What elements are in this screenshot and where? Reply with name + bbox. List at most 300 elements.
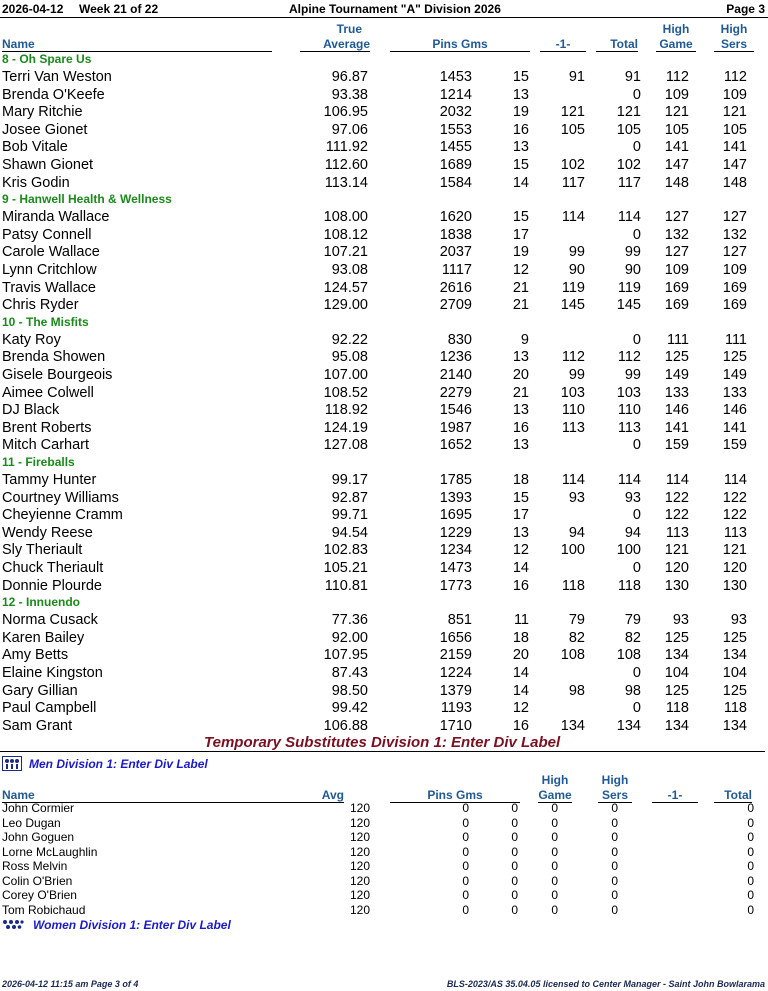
player-row	[0, 244, 768, 262]
player-total: 102	[616, 157, 641, 173]
player-hg: 134	[664, 717, 689, 734]
player-g1: 90	[568, 262, 585, 278]
player-name: DJ Black	[2, 402, 60, 419]
player-name: Brenda O'Keefe	[2, 86, 105, 103]
player-total: 110	[617, 402, 641, 419]
player-hg: 114	[665, 472, 689, 488]
sub-row	[0, 874, 768, 888]
player-g1: 110	[561, 402, 585, 419]
player-total: 94	[624, 524, 641, 541]
player-avg: 118.92	[324, 402, 368, 419]
player-hs: 104	[722, 665, 747, 681]
player-total: 0	[632, 560, 641, 576]
player-hs: 93	[730, 612, 747, 629]
player-total: 98	[624, 682, 641, 699]
sub-name: Ross Melvin	[2, 859, 68, 873]
sub-name: Corey O'Brien	[2, 888, 77, 902]
player-hg: 148	[664, 174, 689, 191]
player-avg: 106.88	[323, 717, 368, 734]
sub-avg: 120	[349, 859, 370, 873]
player-gms: 15	[512, 489, 529, 506]
player-g1: 145	[560, 297, 585, 314]
player-row	[0, 332, 768, 350]
player-hs: 125	[722, 629, 747, 646]
player-row	[0, 122, 768, 140]
player-avg: 92.22	[331, 331, 368, 348]
report-week: Week 21 of 22	[79, 2, 159, 16]
player-avg: 77.36	[331, 612, 368, 629]
sub-hs: 0	[611, 801, 618, 815]
player-row	[0, 385, 768, 403]
player-pins: 1553	[439, 121, 472, 138]
player-name: Lynn Critchlow	[2, 262, 97, 278]
player-pins: 1689	[439, 157, 472, 173]
sub-pins: 0	[462, 859, 469, 873]
player-hg: 133	[664, 384, 689, 401]
women-division-label: Women Division 1: Enter Div Label	[33, 918, 231, 932]
player-name: Shawn Gionet	[2, 157, 94, 173]
player-hg: 122	[664, 489, 689, 506]
player-hg: 130	[664, 577, 689, 594]
player-total: 105	[616, 121, 641, 138]
player-gms: 17	[512, 507, 529, 524]
player-row	[0, 578, 768, 596]
team-name: 11 - Fireballs	[2, 455, 75, 469]
player-hs: 105	[722, 121, 747, 138]
player-hg: 121	[664, 542, 689, 559]
player-gms: 13	[512, 437, 529, 454]
sub-total: 0	[747, 873, 754, 888]
player-pins: 1785	[439, 472, 472, 488]
sub-gms: 0	[511, 888, 518, 902]
player-hs: 121	[722, 542, 747, 559]
player-hg: 127	[664, 209, 689, 226]
player-total: 103	[616, 384, 641, 401]
player-row	[0, 665, 768, 683]
player-pins: 1620	[439, 209, 472, 226]
player-row	[0, 104, 768, 122]
player-pins: 2140	[439, 367, 472, 383]
player-gms: 13	[512, 139, 529, 156]
player-hs: 121	[722, 104, 747, 121]
player-total: 100	[616, 542, 641, 559]
player-pins: 1455	[439, 139, 472, 156]
player-gms: 14	[512, 560, 529, 576]
player-hg: 141	[664, 419, 689, 436]
sub-gms: 0	[511, 902, 518, 917]
player-gms: 13	[512, 349, 529, 366]
team-name: 8 - Oh Spare Us	[2, 52, 92, 66]
player-gms: 13	[512, 524, 529, 541]
team-name: 10 - The Misfits	[2, 314, 89, 329]
player-avg: 110.81	[324, 577, 368, 594]
player-avg: 107.21	[323, 244, 368, 261]
player-gms: 12	[512, 262, 529, 278]
player-avg: 99.71	[331, 507, 368, 524]
player-hg: 147	[664, 157, 689, 173]
sub-row	[0, 801, 768, 815]
player-gms: 15	[512, 209, 529, 226]
player-hs: 109	[722, 262, 747, 278]
player-hg: 121	[664, 104, 689, 121]
divider	[0, 751, 765, 752]
player-total: 99	[624, 244, 641, 261]
player-name: Wendy Reese	[2, 524, 93, 541]
player-row	[0, 420, 768, 438]
player-row	[0, 209, 768, 227]
sub-hg: 0	[551, 859, 558, 873]
player-hs: 148	[722, 174, 747, 191]
player-total: 117	[617, 174, 641, 191]
sub-name: Colin O'Brien	[2, 873, 73, 888]
player-hg: 169	[664, 297, 689, 314]
player-name: Chris Ryder	[2, 297, 79, 314]
player-name: Mary Ritchie	[2, 104, 83, 121]
sub-total: 0	[747, 859, 754, 873]
player-pins: 1117	[441, 262, 472, 278]
sub-total: 0	[747, 801, 754, 815]
player-hs: 125	[722, 349, 747, 366]
player-hg: 109	[664, 86, 689, 103]
sub-hs: 0	[611, 815, 618, 830]
player-row	[0, 367, 768, 385]
player-g1: 82	[568, 629, 585, 646]
player-row	[0, 472, 768, 490]
player-name: Patsy Connell	[2, 226, 92, 243]
player-hs: 169	[722, 279, 747, 296]
sub-row	[0, 830, 768, 844]
sub-pins: 0	[462, 844, 469, 859]
player-row	[0, 525, 768, 543]
player-hs: 147	[722, 157, 747, 173]
player-g1: 105	[560, 121, 585, 138]
player-g1: 117	[561, 174, 585, 191]
player-name: Miranda Wallace	[2, 209, 110, 226]
player-pins: 1214	[439, 86, 472, 103]
player-pins: 1695	[439, 507, 472, 524]
player-gms: 20	[512, 647, 529, 664]
player-avg: 98.50	[331, 682, 368, 699]
sub-total: 0	[747, 815, 754, 830]
sub-name: Leo Dugan	[2, 815, 61, 830]
player-gms: 11	[513, 612, 529, 629]
sub-row	[0, 845, 768, 859]
player-pins: 1193	[440, 700, 472, 717]
subs-col-avg: Avg	[312, 788, 344, 803]
player-g1: 113	[561, 419, 585, 436]
sub-pins: 0	[462, 830, 469, 844]
col-minus1: -1-	[540, 37, 586, 52]
player-avg: 94.54	[331, 524, 368, 541]
player-hs: 125	[722, 682, 747, 699]
sub-hg: 0	[551, 801, 558, 815]
sub-avg: 120	[349, 902, 370, 917]
player-total: 134	[616, 717, 641, 734]
player-row	[0, 175, 768, 193]
player-hs: 130	[722, 577, 747, 594]
player-hs: 134	[722, 717, 747, 734]
player-hg: 149	[664, 367, 689, 383]
player-hg: 125	[664, 629, 689, 646]
player-row	[0, 262, 768, 280]
player-hs: 141	[722, 419, 747, 436]
player-g1: 91	[568, 69, 585, 85]
sub-gms: 0	[511, 873, 518, 888]
player-total: 0	[632, 226, 641, 243]
player-pins: 1236	[439, 349, 472, 366]
player-name: Norma Cusack	[2, 612, 98, 629]
player-gms: 16	[512, 121, 529, 138]
player-gms: 14	[512, 682, 529, 699]
player-gms: 12	[512, 700, 529, 717]
player-total: 93	[624, 489, 641, 506]
player-name: Amy Betts	[2, 647, 69, 664]
sub-hg: 0	[551, 888, 558, 902]
player-g1: 119	[561, 279, 585, 296]
player-avg: 105.21	[323, 560, 368, 576]
sub-name: Lorne McLaughlin	[2, 844, 98, 859]
player-row	[0, 560, 768, 578]
col-hs-top: High	[720, 22, 748, 36]
player-gms: 17	[512, 226, 529, 243]
player-name: Josee Gionet	[2, 121, 88, 138]
player-name: Courtney Williams	[2, 489, 119, 506]
player-total: 0	[632, 700, 641, 717]
player-hg: 122	[664, 507, 689, 524]
player-pins: 1546	[439, 402, 472, 419]
player-row	[0, 542, 768, 560]
player-avg: 112.60	[324, 157, 368, 173]
player-pins: 1224	[439, 665, 472, 681]
player-hs: 159	[722, 437, 747, 454]
footer-timestamp: 2026-04-12 11:15 am Page 3 of 4	[2, 979, 139, 989]
player-gms: 21	[512, 297, 529, 314]
player-name: Paul Campbell	[2, 700, 97, 717]
player-name: Mitch Carhart	[2, 437, 90, 454]
player-name: Bob Vitale	[2, 139, 68, 156]
player-pins: 1379	[439, 682, 472, 699]
sub-gms: 0	[511, 859, 518, 873]
player-hs: 141	[722, 139, 747, 156]
player-avg: 102.83	[323, 542, 368, 559]
player-hg: 159	[664, 437, 689, 454]
sub-hs: 0	[611, 902, 618, 917]
player-hg: 125	[664, 682, 689, 699]
player-total: 114	[617, 472, 641, 488]
player-g1: 99	[568, 244, 585, 261]
player-hs: 122	[722, 489, 747, 506]
player-row	[0, 297, 768, 315]
player-pins: 830	[447, 331, 472, 348]
sub-pins: 0	[462, 902, 469, 917]
player-avg: 127.08	[323, 437, 368, 454]
player-hs: 146	[722, 402, 747, 419]
player-total: 0	[632, 139, 641, 156]
player-hg: 104	[664, 665, 689, 681]
player-pins: 1453	[439, 69, 472, 85]
sub-name: John Cormier	[2, 801, 75, 815]
player-hg: 120	[664, 560, 689, 576]
player-g1: 93	[568, 489, 585, 506]
player-g1: 121	[560, 104, 585, 121]
player-g1: 114	[561, 209, 585, 226]
sub-avg: 120	[349, 873, 370, 888]
footer-license: BLS-2023/AS 35.04.05 licensed to Center Manager - Saint John Bowlarama	[446, 979, 765, 989]
player-avg: 95.08	[331, 349, 368, 366]
player-hs: 149	[722, 367, 747, 383]
player-hg: 134	[664, 647, 689, 664]
sub-hg: 0	[551, 873, 558, 888]
subs-col-pins-gms: Pins Gms	[390, 788, 520, 803]
player-row	[0, 700, 768, 718]
player-hs: 120	[722, 560, 747, 576]
player-pins: 2279	[439, 384, 472, 401]
player-hs: 169	[722, 297, 747, 314]
player-total: 79	[624, 612, 641, 629]
player-row	[0, 227, 768, 245]
player-hg: 93	[672, 612, 689, 629]
player-name: Cheyienne Cramm	[2, 507, 123, 524]
player-total: 90	[624, 262, 641, 278]
player-row	[0, 402, 768, 420]
player-pins: 2032	[439, 104, 472, 121]
sub-total: 0	[747, 888, 754, 902]
player-avg: 93.38	[331, 86, 368, 103]
player-name: Gisele Bourgeois	[2, 367, 113, 383]
col-avg: Average	[300, 37, 370, 52]
sub-gms: 0	[511, 801, 518, 815]
player-gms: 18	[512, 629, 529, 646]
player-hs: 111	[724, 331, 747, 348]
sub-gms: 0	[511, 815, 518, 830]
sub-total: 0	[747, 844, 754, 859]
player-total: 0	[632, 331, 641, 348]
player-row	[0, 612, 768, 630]
player-total: 0	[632, 507, 641, 524]
player-hs: 122	[722, 507, 747, 524]
sub-total: 0	[747, 902, 754, 917]
player-hs: 112	[723, 69, 747, 85]
player-name: Donnie Plourde	[2, 577, 102, 594]
player-hg: 109	[664, 262, 689, 278]
subs-col-name: Name	[2, 788, 312, 803]
sub-hs: 0	[611, 873, 618, 888]
player-gms: 13	[512, 402, 529, 419]
sub-avg: 120	[349, 801, 370, 815]
sub-total: 0	[747, 830, 754, 844]
sub-name: Tom Robichaud	[2, 902, 86, 917]
col-avg-top: True	[336, 22, 362, 36]
player-g1: 118	[561, 577, 585, 594]
player-total: 118	[617, 577, 641, 594]
player-gms: 19	[512, 244, 529, 261]
player-total: 121	[616, 104, 641, 121]
player-pins: 2037	[439, 244, 472, 261]
player-total: 99	[624, 367, 641, 383]
col-hg: Game	[656, 37, 696, 52]
player-g1: 112	[561, 349, 585, 366]
player-avg: 106.95	[323, 104, 368, 121]
sub-row	[0, 903, 768, 917]
report-date: 2026-04-12	[2, 2, 64, 16]
sub-name: John Goguen	[2, 830, 75, 844]
player-pins: 1710	[439, 717, 472, 734]
player-gms: 16	[512, 577, 529, 594]
player-name: Chuck Theriault	[2, 560, 104, 576]
subs-col-hs: Sers	[598, 788, 632, 803]
player-pins: 1987	[439, 419, 472, 436]
player-name: Tammy Hunter	[2, 472, 97, 488]
player-hg: 132	[664, 226, 689, 243]
player-row	[0, 157, 768, 175]
sub-row	[0, 888, 768, 902]
player-hs: 109	[722, 86, 747, 103]
player-gms: 9	[520, 331, 529, 348]
report-header	[0, 0, 768, 18]
player-gms: 16	[512, 717, 529, 734]
player-gms: 12	[512, 542, 529, 559]
sub-avg: 120	[349, 888, 370, 902]
player-pins: 1838	[439, 226, 472, 243]
player-g1: 103	[560, 384, 585, 401]
player-gms: 19	[512, 104, 529, 121]
player-gms: 14	[512, 665, 529, 681]
player-hs: 113	[723, 524, 747, 541]
player-row	[0, 507, 768, 525]
player-total: 112	[617, 349, 641, 366]
player-avg: 111.92	[325, 139, 368, 156]
col-name: Name	[2, 37, 272, 52]
player-total: 114	[617, 209, 641, 226]
sub-hs: 0	[611, 844, 618, 859]
subs-col-hs-top: High	[601, 773, 629, 787]
player-row	[0, 630, 768, 648]
player-name: Sly Theriault	[2, 542, 83, 559]
player-hg: 125	[664, 349, 689, 366]
player-name: Brent Roberts	[2, 419, 92, 436]
player-g1: 108	[560, 647, 585, 664]
bowling-balls-icon	[2, 918, 24, 936]
sub-pins: 0	[462, 888, 469, 902]
sub-gms: 0	[511, 830, 518, 844]
player-name: Karen Bailey	[2, 629, 85, 646]
player-row	[0, 437, 768, 455]
player-name: Carole Wallace	[2, 244, 100, 261]
player-total: 145	[616, 297, 641, 314]
player-hs: 132	[722, 226, 747, 243]
player-hg: 105	[664, 121, 689, 138]
team-name: 12 - Innuendo	[2, 595, 80, 610]
player-hg: 111	[666, 331, 689, 348]
player-gms: 18	[512, 472, 529, 488]
bowling-pins-icon	[2, 756, 22, 776]
player-hg: 169	[664, 279, 689, 296]
player-row	[0, 87, 768, 105]
player-total: 0	[632, 665, 641, 681]
sub-hs: 0	[611, 888, 618, 902]
player-avg: 108.00	[323, 209, 368, 226]
col-hg-top: High	[662, 22, 690, 36]
player-row	[0, 490, 768, 508]
sub-pins: 0	[462, 873, 469, 888]
player-avg: 129.00	[323, 297, 368, 314]
sub-avg: 120	[349, 844, 370, 859]
col-hs: Sers	[714, 37, 754, 52]
player-pins: 1656	[439, 629, 472, 646]
player-name: Aimee Colwell	[2, 384, 94, 401]
player-g1: 94	[568, 524, 585, 541]
player-total: 91	[624, 69, 641, 85]
